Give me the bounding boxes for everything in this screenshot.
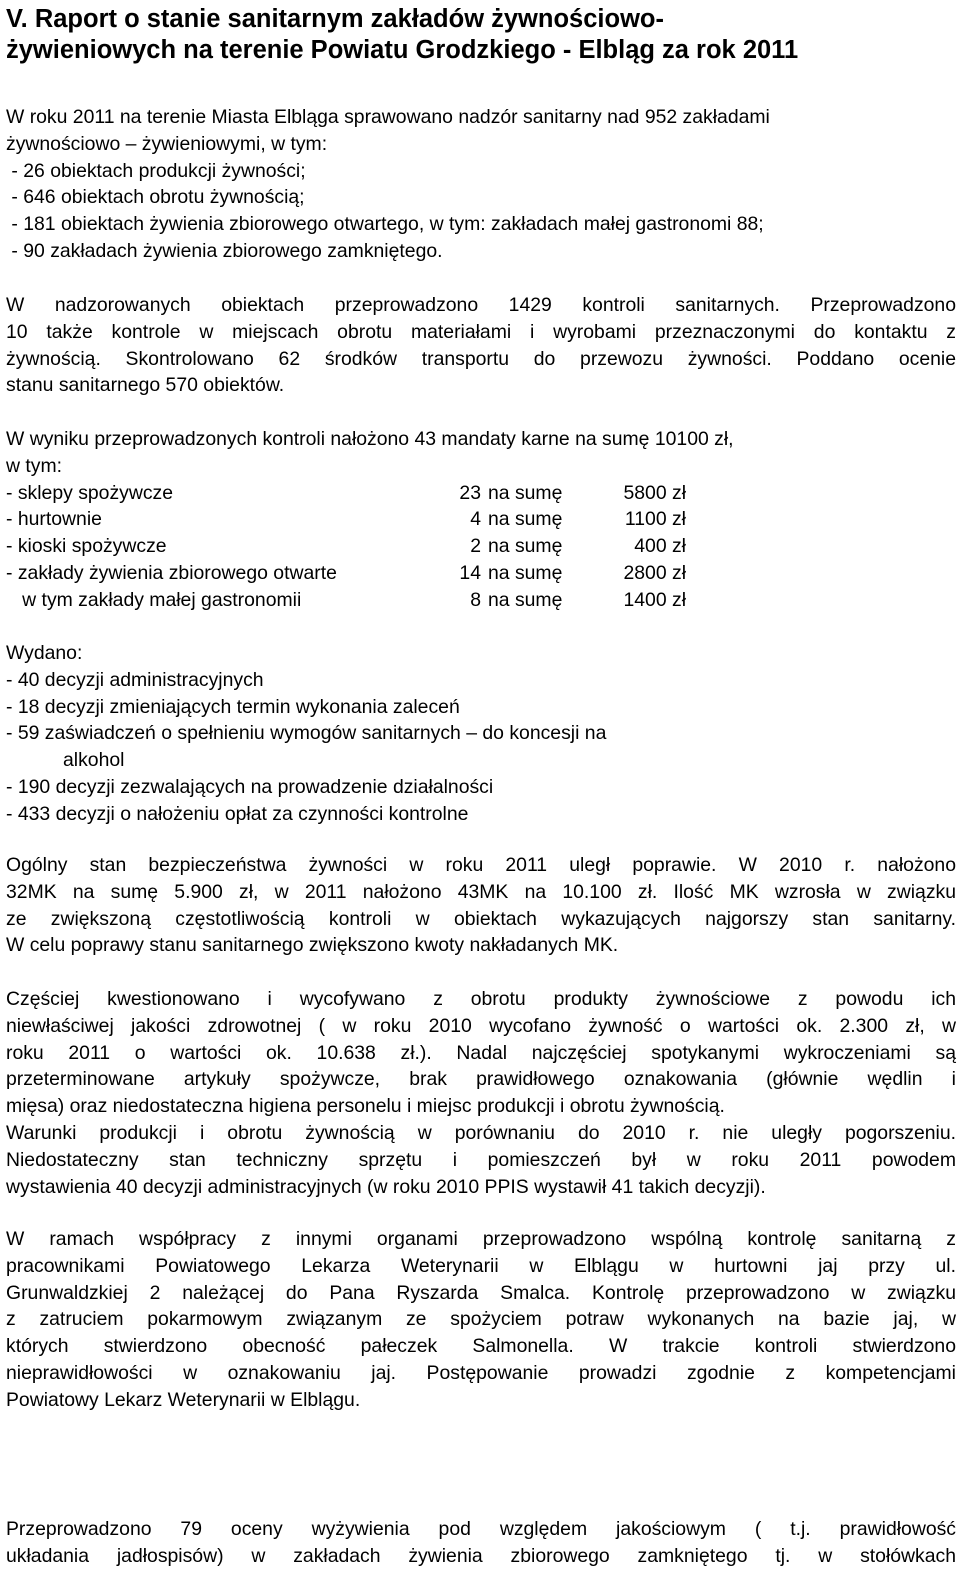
- paragraph-line: Częściej kwestionowano i wycofywano z obrotu produkty żywnościowe z powodu ich: [6, 988, 956, 1010]
- fines-table: [6, 480, 956, 614]
- paragraph-line: W celu poprawy stanu sanitarnego zwiększono kwoty nakładanych MK.: [6, 934, 619, 957]
- fines-amount: 2800 zł: [623, 561, 686, 584]
- issued-item: - 40 decyzji administracyjnych: [6, 668, 264, 691]
- title-line-1: V. Raport o stanie sanitarnym zakładów żywnościowo-: [6, 5, 664, 33]
- paragraph-line: W ramach współpracy z innymi organami przeprowadzono wspólną kontrolę sanitarną z: [6, 1228, 956, 1250]
- fines-section: [6, 426, 956, 614]
- fines-label: - sklepy spożywcze: [6, 481, 174, 504]
- paragraph-line: wystawienia 40 decyzji administracyjnych (w roku 2010 PPIS wystawił 41 takich decyzji).: [6, 1175, 766, 1198]
- fines-word: na sumę: [488, 588, 563, 611]
- fines-row: [6, 560, 956, 587]
- issued-item-continuation: alkohol: [63, 749, 125, 772]
- intro-list-item: - 90 zakładach żywienia zbiorowego zamkniętego.: [6, 239, 443, 262]
- nutrition-paragraph: [6, 1516, 956, 1570]
- intro-section: [6, 104, 956, 265]
- cooperation-paragraph: [6, 1226, 956, 1414]
- fines-label: - zakłady żywienia zbiorowego otwarte: [6, 561, 337, 584]
- report-title: [6, 4, 956, 66]
- paragraph-line: pracownikami Powiatowego Lekarza Weterynarii w Elblągu w hurtowni jaj przy ul.: [6, 1254, 956, 1277]
- fines-row: [6, 533, 956, 560]
- fines-word: na sumę: [488, 481, 563, 504]
- paragraph-line: których stwierdzono obecność pałeczek Salmonella. W trakcie kontroli stwierdzono: [6, 1335, 956, 1358]
- issued-section: [6, 640, 956, 828]
- controls-paragraph: [6, 292, 956, 399]
- issued-heading: Wydano:: [6, 642, 83, 664]
- paragraph-line: Niedostateczny stan techniczny sprzętu i pomieszczeń był w roku 2011 powodem: [6, 1148, 956, 1171]
- paragraph-line: niewłaściwej jakości zdrowotnej ( w roku 2010 wycofano żywność o wartości ok. 2.300 zł, w: [6, 1014, 956, 1037]
- paragraph-line: Grunwaldzkiej 2 należącej do Pana Ryszarda Smalca. Kontrolę przeprowadzono w związku: [6, 1281, 956, 1304]
- issued-item: - 433 decyzji o nałożeniu opłat za czynności kontrolne: [6, 802, 469, 825]
- paragraph-line: mięsa) oraz niedostateczna higiena personelu i miejsc produkcji i obrotu żywnością.: [6, 1095, 725, 1118]
- fines-count: 8: [470, 588, 481, 611]
- fines-word: na sumę: [488, 508, 563, 531]
- fines-word: na sumę: [488, 561, 563, 584]
- fines-line: W wyniku przeprowadzonych kontroli nałożono 43 mandaty karne na sumę 10100 zł,: [6, 428, 734, 450]
- fines-word: na sumę: [488, 535, 563, 558]
- paragraph-line: układania jadłospisów) w zakładach żywienia zbiorowego zamkniętego tj. w stołówkach: [6, 1544, 956, 1567]
- fines-label: - hurtownie: [6, 508, 102, 531]
- title-line-2: żywieniowych na terenie Powiatu Grodzkiego - Elbląg za rok 2011: [6, 36, 799, 64]
- fines-count: 23: [459, 481, 481, 504]
- general-paragraph: [6, 852, 956, 959]
- withdrawn-paragraph: [6, 986, 956, 1200]
- issued-item: - 190 decyzji zezwalających na prowadzenie działalności: [6, 775, 494, 798]
- paragraph-line: z zatruciem pokarmowym związanym ze spożyciem potraw wykonanych na bazie jaj, w: [6, 1308, 956, 1331]
- issued-item: - 18 decyzji zmieniających termin wykonania zaleceń: [6, 695, 460, 718]
- fines-amount: 400 zł: [634, 535, 686, 558]
- paragraph-line: nieprawidłowości w oznakowaniu jaj. Postępowanie prowadzi zgodnie z kompetencjami: [6, 1361, 956, 1384]
- paragraph-line: żywnością. Skontrolowano 62 środków transportu do przewozu żywności. Poddano ocenie: [6, 347, 956, 370]
- paragraph-line: 32MK na sumę 5.900 zł, w 2011 nałożono 43MK na 10.100 zł. Ilość MK wzrosła w związku: [6, 880, 956, 903]
- fines-count: 2: [470, 535, 481, 558]
- paragraph-line: przeterminowane artykuły spożywcze, brak prawidłowego oznakowania (głównie wędlin i: [6, 1068, 956, 1091]
- paragraph-line: 10 także kontrole w miejscach obrotu materiałami i wyrobami przeznaczonymi do kontaktu z: [6, 320, 956, 343]
- fines-count: 4: [470, 508, 481, 531]
- fines-line: w tym:: [6, 454, 63, 477]
- paragraph-line: roku 2011 o wartości ok. 10.638 zł.). Nadal najczęściej spotykanymi wykroczeniami są: [6, 1041, 956, 1064]
- intro-line: W roku 2011 na terenie Miasta Elbląga sprawowano nadzór sanitarny nad 952 zakładami: [6, 106, 770, 128]
- paragraph-line: Przeprowadzono 79 oceny wyżywienia pod względem jakościowym ( t.j. prawidłowość: [6, 1518, 956, 1540]
- paragraph-line: Ogólny stan bezpieczeństwa żywności w roku 2011 uległ poprawie. W 2010 r. nałożono: [6, 854, 956, 876]
- paragraph-line: Warunki produkcji i obrotu żywnością w porównaniu do 2010 r. nie uległy pogorszeniu.: [6, 1121, 956, 1144]
- fines-row: [6, 480, 956, 507]
- fines-label: w tym zakłady małej gastronomii: [6, 588, 302, 611]
- paragraph-line: W nadzorowanych obiektach przeprowadzono 1429 kontroli sanitarnych. Przeprowadzono: [6, 294, 956, 316]
- intro-list-item: - 26 obiektach produkcji żywności;: [6, 159, 306, 182]
- fines-row: [6, 587, 956, 614]
- fines-amount: 1100 zł: [624, 508, 686, 531]
- intro-list-item: - 181 obiektach żywienia zbiorowego otwartego, w tym: zakładach małej gastronomi 88;: [6, 213, 764, 236]
- paragraph-line: Powiatowy Lekarz Weterynarii w Elblągu.: [6, 1388, 361, 1411]
- fines-label: - kioski spożywcze: [6, 535, 167, 558]
- intro-list-item: - 646 obiektach obrotu żywnością;: [6, 186, 305, 209]
- fines-amount: 1400 zł: [623, 588, 686, 611]
- issued-item: - 59 zaświadczeń o spełnieniu wymogów sanitarnych – do koncesji na: [6, 722, 607, 745]
- fines-amount: 5800 zł: [623, 481, 686, 504]
- fines-count: 14: [459, 561, 481, 584]
- intro-line: żywnościowo – żywieniowymi, w tym:: [6, 132, 328, 155]
- paragraph-line: stanu sanitarnego 570 obiektów.: [6, 374, 285, 397]
- paragraph-line: ze zwiększoną częstotliwością kontroli w obiektach wykazujących najgorszy stan sanitarny.: [6, 907, 956, 930]
- fines-row: [6, 506, 956, 533]
